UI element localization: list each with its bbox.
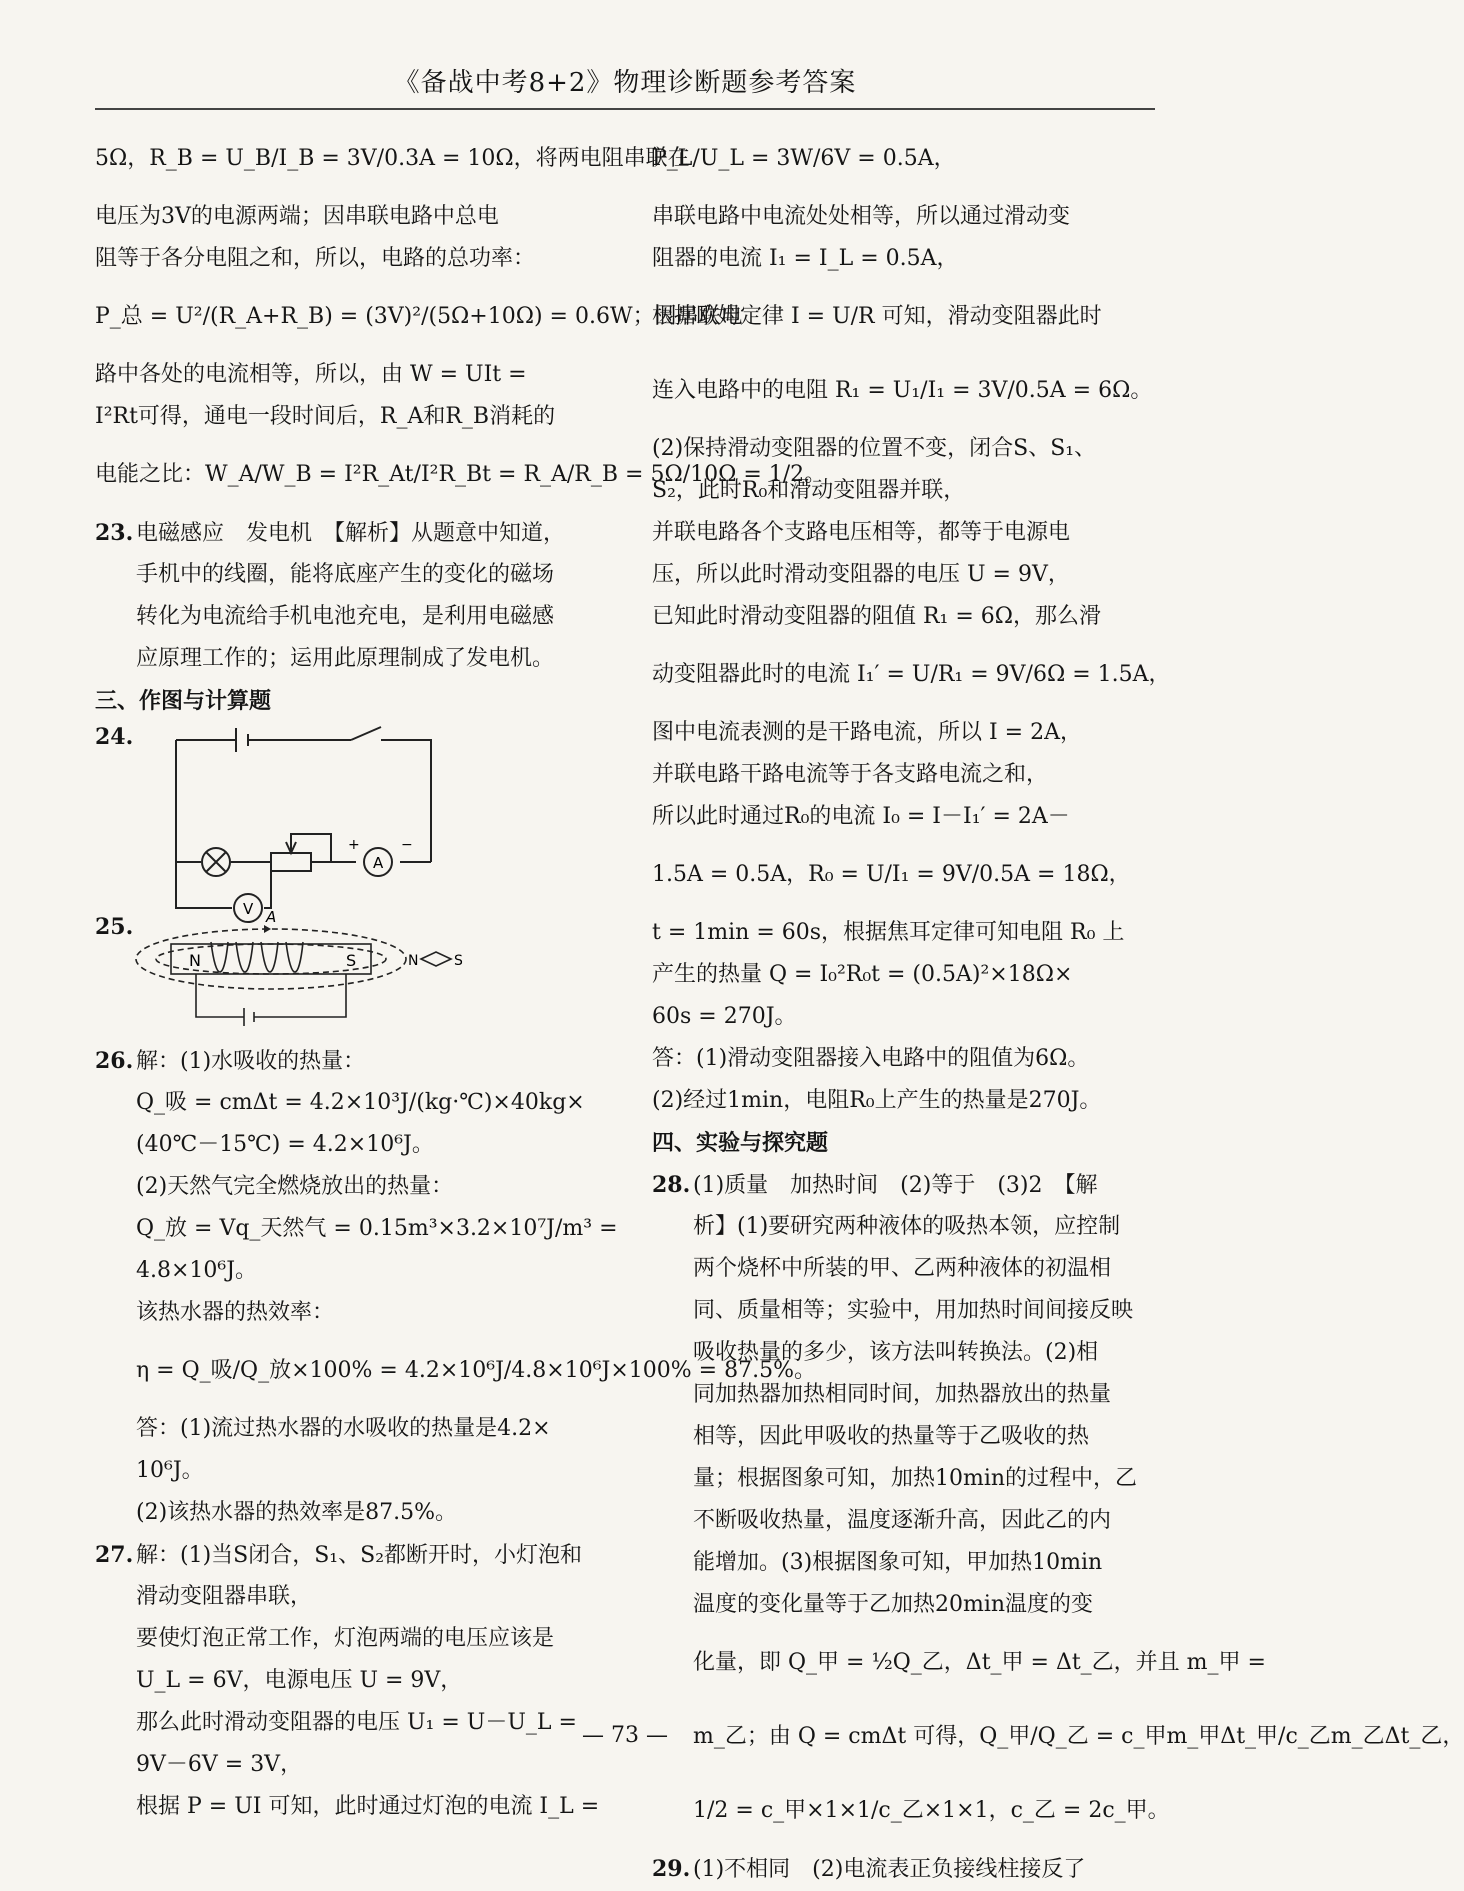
text-line [95,1166,620,1208]
line-text: 电磁感应 发电机 【解析】从题意中知道， [136,521,566,546]
text-line [95,680,620,722]
line-text: 能增加。(3)根据图象可知，甲加热10min [693,1550,1103,1575]
line-text: 动变阻器此时的电流 I₁′ = U/R₁ = 9V/6Ω = 1.5A， [652,662,1171,687]
line-text: 两个烧杯中所装的甲、乙两种液体的初温相 [693,1256,1112,1281]
line-text: S₂，此时R₀和滑动变阻器并联， [652,478,966,503]
text-line [652,512,1155,554]
text-line [652,1416,1155,1458]
line-text: U_L = 6V，电源电压 U = 9V， [136,1668,463,1693]
line-text: (40℃－15℃) = 4.2×10⁶J。 [136,1132,434,1157]
line-text: 该热水器的热效率： [136,1300,335,1325]
text-line [652,238,1155,280]
page-header: 《备战中考8+2》物理诊断题参考答案 [393,68,857,98]
text-line [95,1408,620,1450]
text-line [95,396,620,438]
line-text: 根据 P = UI 可知，此时通过灯泡的电流 I_L = [136,1794,600,1819]
question-number: 26. [95,1048,134,1074]
line-text: 串联电路中电流处处相等，所以通过滑动变 [652,204,1071,229]
line-text: (1)不相同 (2)电流表正负接线柱接反了 [693,1857,1086,1882]
text-line [652,1122,1155,1164]
text-line [95,1082,620,1124]
line-text: 那么此时滑动变阻器的电压 U₁ = U－U_L = [136,1710,577,1735]
text-line [95,1492,620,1534]
line-text: 量；根据图象可知，加热10min的过程中，乙 [693,1466,1138,1491]
line-text: 应原理工作的；运用此原理制成了发电机。 [136,646,555,671]
text-line [652,1038,1155,1080]
line-text: I²Rt可得，通电一段时间后，R_A和R_B消耗的 [95,404,556,429]
line-text: 产生的热量 Q = I₀²R₀t = (0.5A)²×18Ω× [652,962,1073,987]
text-line [652,712,1155,754]
text-line [95,1744,620,1786]
line-text: P_总 = U²/(R_A+R_B) = (3V)²/(5Ω+10Ω) = 0.6W；因串联电 [95,304,743,329]
page-number: — 73 — [582,1723,668,1748]
text-line [95,1660,620,1702]
line-text: 析】(1)要研究两种液体的吸热本领，应控制 [693,1214,1121,1239]
text-line [95,1334,816,1408]
line-text: 1.5A = 0.5A，R₀ = U/I₁ = 9V/0.5A = 18Ω， [652,862,1131,887]
text-line [652,1626,1266,1700]
svg-text:A: A [266,908,277,926]
figure-24 [95,722,620,918]
text-line [95,1786,620,1828]
line-text: 9V－6V = 3V， [136,1752,303,1777]
line-text: 根据欧姆定律 I = U/R 可知，滑动变阻器此时 [652,304,1102,329]
right-column [652,122,1464,1890]
line-text: 电能之比：W_A/W_B = I²R_At/I²R_Bt = R_A/R_B = 5Ω/10Ω = 1/2。 [95,462,827,487]
line-text: 要使灯泡正常工作，灯泡两端的电压应该是 [136,1626,555,1651]
line-text: 四、实验与探究题 [652,1130,829,1156]
line-text: 答：(1)流过热水器的水吸收的热量是4.2× [136,1416,551,1441]
line-text: 滑动变阻器串联， [136,1584,313,1609]
line-text: 答：(1)滑动变阻器接入电路中的阻值为6Ω。 [652,1046,1090,1071]
line-text: P_L/U_L = 3W/6V = 0.5A， [652,146,956,171]
line-text: (1)质量 加热时间 (2)等于 (3)2 【解 [693,1173,1098,1198]
text-line [652,996,1155,1038]
text-line [652,354,1155,428]
question-line [95,512,620,554]
svg-text:+: + [348,837,360,853]
line-text: 电压为3V的电源两端；因串联电路中总电 [95,204,499,229]
text-line [95,554,620,596]
line-text: η = Q_吸/Q_放×100% = 4.2×10⁶J/4.8×10⁶J×100% = 87.5%。 [136,1358,816,1383]
text-line [652,1774,1170,1848]
text-line [95,1250,620,1292]
question-number: 29. [652,1856,691,1882]
circuit-diagram [136,722,436,918]
line-text: t = 1min = 60s，根据焦耳定律可知电阻 R₀ 上 [652,920,1125,945]
svg-text:A: A [373,854,384,872]
text-line [95,354,620,396]
line-text: Q_放 = Vq_天然气 = 0.15m³×3.2×10⁷J/m³ = [136,1216,618,1241]
question-number: 24. [95,724,134,750]
text-line [95,1292,620,1334]
text-line [652,1542,1155,1584]
line-text: 三、作图与计算题 [95,688,272,714]
text-line [652,1500,1155,1542]
line-text: 不断吸收热量，温度逐渐升高，因此乙的内 [693,1508,1112,1533]
svg-text:S: S [346,951,357,970]
text-line [652,1248,1155,1290]
line-text: Q_吸 = cmΔt = 4.2×10³J/(kg·℃)×40kg× [136,1090,585,1115]
svg-text:V: V [243,900,254,918]
line-text: 连入电路中的电阻 R₁ = U₁/I₁ = 3V/0.5A = 6Ω。 [652,378,1153,403]
text-line [652,554,1155,596]
line-text: 化量，即 Q_甲 = ½Q_乙，Δt_甲 = Δt_乙，并且 m_甲 = [693,1650,1266,1675]
text-line [95,638,620,680]
text-line [95,1208,620,1250]
line-text: 并联电路各个支路电压相等，都等于电源电 [652,520,1071,545]
text-line [652,638,1171,712]
line-text: 已知此时滑动变阻器的阻值 R₁ = 6Ω，那么滑 [652,604,1102,629]
line-text: 同加热器加热相同时间，加热器放出的热量 [693,1382,1112,1407]
text-line [95,1576,620,1618]
text-line [652,1584,1155,1626]
question-number: 25. [95,914,134,940]
line-text: 吸收热量的多少，该方法叫转换法。(2)相 [693,1340,1099,1365]
line-text: 图中电流表测的是干路电流，所以 I = 2A， [652,720,1082,745]
text-line [652,1374,1155,1416]
electromagnet-diagram [136,908,463,1040]
line-text: 5Ω，R_B = U_B/I_B = 3V/0.3A = 10Ω，将两电阻串联在 [95,146,690,171]
line-text: (2)保持滑动变阻器的位置不变，闭合S、S₁、 [652,436,1097,461]
line-text: 阻器的电流 I₁ = I_L = 0.5A， [652,246,959,271]
line-text: (2)该热水器的热效率是87.5%。 [136,1500,458,1525]
line-text: 同、质量相等；实验中，用加热时间间接反映 [693,1298,1134,1323]
line-text: 解：(1)当S闭合，S₁、S₂都断开时，小灯泡和 [136,1543,583,1568]
line-text: 阻等于各分电阻之和，所以，电路的总功率： [95,246,536,271]
question-line [652,1164,1155,1206]
header-divider [95,108,1155,110]
text-line [652,754,1155,796]
text-line [95,596,620,638]
question-line [95,1040,620,1082]
text-line [95,1618,620,1660]
line-text: 解：(1)水吸收的热量： [136,1049,366,1074]
text-line [652,954,1155,996]
text-line [652,912,1155,954]
figure-25 [95,908,620,1040]
text-line [652,1332,1155,1374]
question-number: 27. [95,1542,134,1568]
text-line [652,838,1155,912]
question-line [95,1534,620,1576]
text-line [652,122,1155,196]
text-line [95,196,620,238]
svg-text:S: S [454,953,463,969]
text-line [652,1458,1155,1500]
text-line [95,1124,620,1166]
line-text: 并联电路干路电流等于各支路电流之和， [652,762,1049,787]
line-text: 手机中的线圈，能将底座产生的变化的磁场 [136,562,555,587]
text-line [652,428,1155,470]
line-text: m_乙；由 Q = cmΔt 可得，Q_甲/Q_乙 = c_甲m_甲Δt_甲/c_乙m_乙Δt_乙， [693,1724,1464,1749]
line-text: 压，所以此时滑动变阻器的电压 U = 9V， [652,562,1070,587]
text-line [652,280,1155,354]
question-number: 28. [652,1172,691,1198]
svg-text:N: N [408,953,419,969]
svg-text:N: N [189,951,201,970]
line-text: 转化为电流给手机电池充电，是利用电磁感 [136,604,555,629]
text-line [652,196,1155,238]
line-text: 60s = 270J。 [652,1004,797,1029]
line-text: 10⁶J。 [136,1458,204,1483]
line-text: 温度的变化量等于乙加热20min温度的变 [693,1592,1094,1617]
line-text: (2)天然气完全燃烧放出的热量： [136,1174,454,1199]
text-line [95,238,620,280]
text-line [652,596,1155,638]
text-line [95,1450,620,1492]
question-line [652,1848,1155,1890]
text-line [652,1080,1155,1122]
question-number: 23. [95,520,134,546]
line-text: 1/2 = c_甲×1×1/c_乙×1×1，c_乙 = 2c_甲。 [693,1798,1170,1823]
text-line [652,470,1155,512]
text-line [652,1290,1155,1332]
text-line [95,122,690,196]
text-line [652,796,1155,838]
line-text: 相等，因此甲吸收的热量等于乙吸收的热 [693,1424,1090,1449]
svg-text:−: − [401,837,413,853]
line-text: 所以此时通过R₀的电流 I₀ = I－I₁′ = 2A－ [652,804,1070,829]
line-text: (2)经过1min，电阻R₀上产生的热量是270J。 [652,1088,1102,1113]
line-text: 路中各处的电流相等，所以，由 W = UIt = [95,362,527,387]
text-line [95,280,743,354]
line-text: 4.8×10⁶J。 [136,1258,258,1283]
text-line [652,1206,1155,1248]
